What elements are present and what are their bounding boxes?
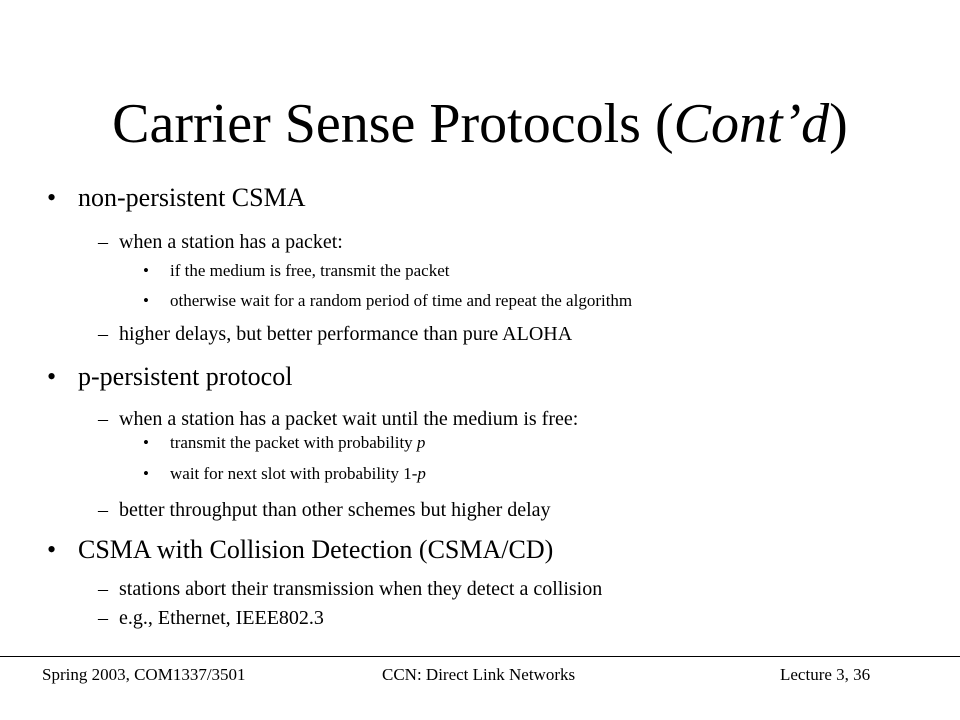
dash-marker: – [98,578,108,600]
bullet-marker: • [143,291,149,310]
footer-course: Spring 2003, COM1337/3501 [42,665,246,684]
bullet-marker: • [47,535,57,564]
dash-marker: – [98,499,108,521]
sub-sub-bullet-text: otherwise wait for a random period of time and repeat the algorithm [170,291,633,310]
text-run: transmit the packet with probability [170,433,417,452]
sub-bullet-text: when a station has a packet wait until the medium is free: [119,408,579,430]
italic-variable: p [416,433,426,452]
text-run: wait for next slot with probability 1- [170,464,418,483]
dash-marker: – [98,231,108,253]
bullet-marker: • [47,362,57,391]
sub-bullet-text: when a station has a packet: [119,231,343,253]
bullet-marker: • [143,261,149,280]
sub-sub-bullet-text: if the medium is free, transmit the packet [170,261,450,280]
italic-variable: p [417,464,426,483]
sub-bullet-text: higher delays, but better performance than pure ALOHA [119,323,573,345]
bullet-marker: • [47,183,57,212]
footer-topic: CCN: Direct Link Networks [382,665,576,684]
slide-title-main: Carrier Sense Protocols ( [112,93,674,155]
slide-title-italic: Cont’d [673,93,830,155]
sub-bullet-text: e.g., Ethernet, IEEE802.3 [119,607,324,629]
dash-marker: – [98,408,108,430]
footer-divider [0,656,960,657]
dash-marker: – [98,607,108,629]
slide-title-end: ) [829,93,848,155]
sub-bullet-text: better throughput than other schemes but higher delay [119,499,551,521]
footer-lecture: Lecture 3, 36 [780,665,871,684]
sub-bullet-text: stations abort their transmission when they detect a collision [119,578,603,600]
bullet-text: non-persistent CSMA [78,183,306,212]
sub-sub-bullet-text [170,433,425,453]
bullet-text: p-persistent protocol [78,362,293,391]
sub-sub-bullet-text [170,464,426,484]
bullet-marker: • [143,464,149,483]
bullet-marker: • [143,433,149,452]
bullet-text: CSMA with Collision Detection (CSMA/CD) [78,535,554,564]
dash-marker: – [98,323,108,345]
